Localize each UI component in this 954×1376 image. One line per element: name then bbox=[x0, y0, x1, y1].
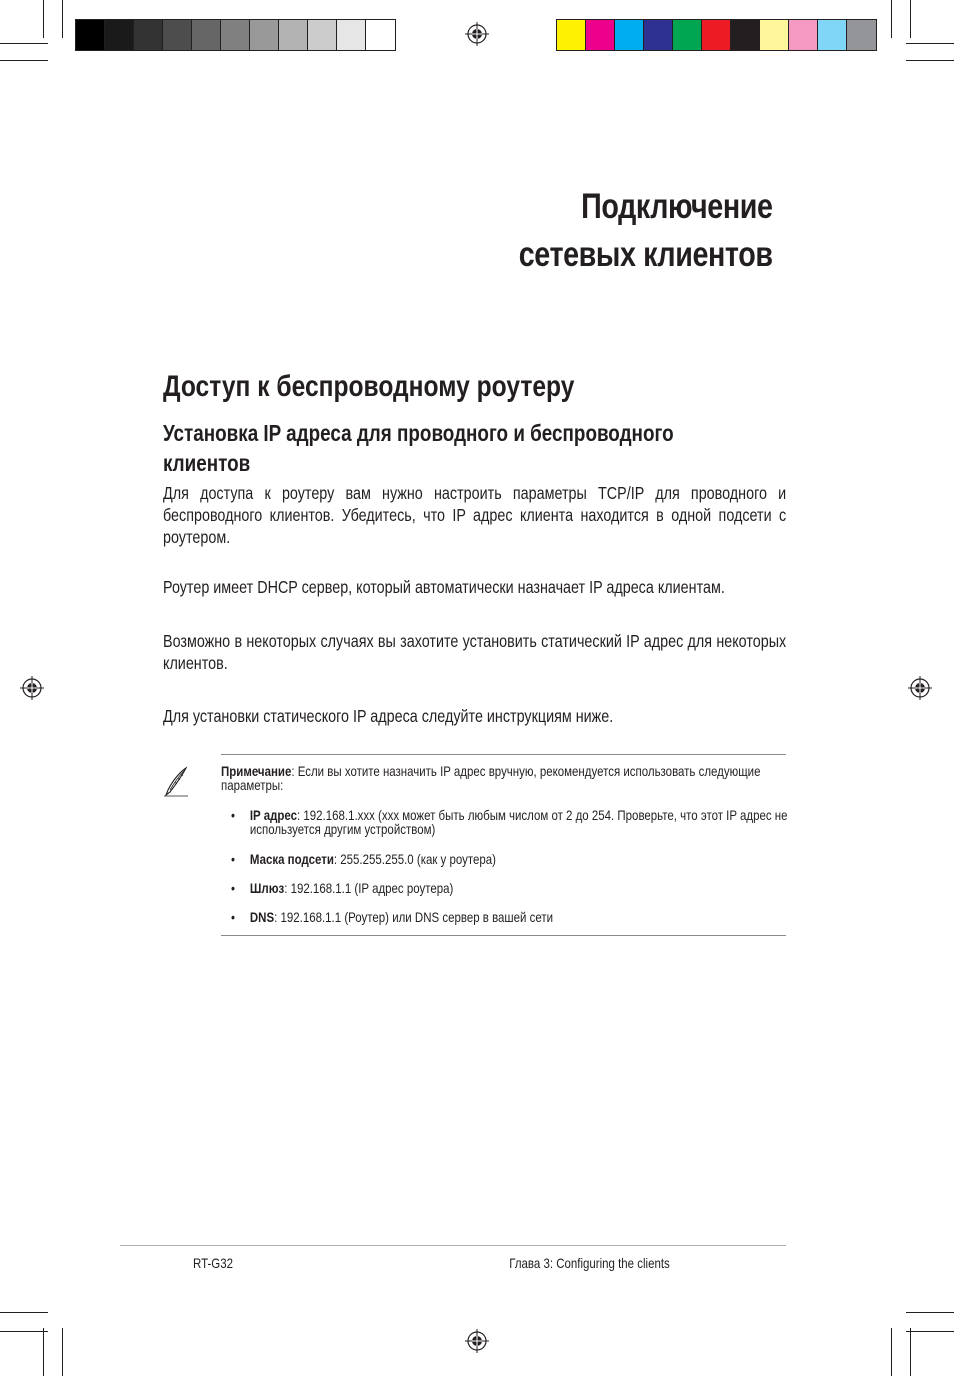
note-item-gateway bbox=[231, 881, 789, 895]
calibration-swatch bbox=[789, 20, 818, 50]
section-subheading: Установка IP адреса для проводного и беспроводного клиентов bbox=[163, 420, 674, 476]
note-item-dns bbox=[231, 910, 789, 924]
calibration-swatch bbox=[279, 20, 308, 50]
footer-chapter: Глава 3: Configuring the clients bbox=[509, 1255, 670, 1271]
calibration-swatch bbox=[366, 20, 395, 50]
registration-mark-left bbox=[20, 676, 44, 700]
bullet-icon: • bbox=[231, 851, 236, 867]
note-pen-icon bbox=[162, 766, 190, 798]
paragraph-1: Для доступа к роутеру вам нужно настроить параметры TCP/IP для проводного и беспроводного клиентов. Убедитесь, что IP адрес клиента находится в одной подсети с роутером. bbox=[163, 483, 787, 547]
calibration-swatch bbox=[644, 20, 673, 50]
chapter-title bbox=[519, 183, 773, 279]
bullet-icon: • bbox=[231, 880, 236, 896]
bullet-icon: • bbox=[231, 807, 236, 823]
calibration-swatch bbox=[250, 20, 279, 50]
note-item-desc: : 192.168.1.xxx (xxx может быть любым числом от 2 до 254. Проверьте, что этот IP адрес не используется другим устройством) bbox=[249, 807, 788, 837]
note-intro-text: : Если вы хотите назначить IP адрес вручную, рекомендуется использовать следующие параметры: bbox=[221, 763, 761, 793]
note-item-desc: : 255.255.255.0 (как у роутера) bbox=[333, 851, 496, 867]
calibration-swatch bbox=[308, 20, 337, 50]
calibration-swatch bbox=[702, 20, 731, 50]
section-heading: Доступ к беспроводному роутеру bbox=[163, 370, 575, 403]
footer-rule bbox=[120, 1245, 786, 1246]
color-calibration-bar bbox=[556, 19, 877, 51]
note-intro bbox=[221, 764, 762, 792]
calibration-swatch bbox=[192, 20, 221, 50]
note-bottom-rule bbox=[221, 935, 786, 936]
registration-mark-right bbox=[908, 676, 932, 700]
note-item-term: Маска подсети bbox=[249, 851, 334, 867]
calibration-swatch bbox=[337, 20, 366, 50]
chapter-title-line-1: Подключение bbox=[581, 187, 773, 226]
calibration-swatch bbox=[615, 20, 644, 50]
chapter-title-line-2: сетевых клиентов bbox=[519, 235, 773, 274]
paragraph-2: Роутер имеет DHCP сервер, который автоматически назначает IP адреса клиентам. bbox=[163, 577, 725, 597]
calibration-swatch bbox=[673, 20, 702, 50]
calibration-swatch bbox=[134, 20, 163, 50]
calibration-swatch bbox=[818, 20, 847, 50]
bullet-icon: • bbox=[231, 909, 236, 925]
calibration-swatch bbox=[557, 20, 586, 50]
note-item-term: DNS bbox=[249, 909, 275, 925]
note-item-ip bbox=[231, 808, 789, 836]
registration-mark-bottom bbox=[465, 1329, 489, 1353]
note-item-desc: : 192.168.1.1 (Роутер) или DNS сервер в вашей сети bbox=[274, 909, 554, 925]
registration-mark-top bbox=[465, 22, 489, 46]
calibration-swatch bbox=[105, 20, 134, 50]
calibration-swatch bbox=[76, 20, 105, 50]
calibration-swatch bbox=[586, 20, 615, 50]
grayscale-calibration-bar bbox=[75, 19, 396, 51]
note-item-term: IP адрес bbox=[249, 807, 297, 823]
calibration-swatch bbox=[731, 20, 760, 50]
calibration-swatch bbox=[760, 20, 789, 50]
calibration-swatch bbox=[847, 20, 876, 50]
note-item-desc: : 192.168.1.1 (IP адрес роутера) bbox=[284, 880, 454, 896]
paragraph-3: Возможно в некоторых случаях вы захотите установить статический IP адрес для некоторых клиентов. bbox=[163, 631, 787, 673]
note-item-subnet-mask bbox=[231, 852, 789, 866]
paragraph-4: Для установки статического IP адреса следуйте инструкциям ниже. bbox=[163, 706, 614, 726]
note-top-rule bbox=[221, 754, 786, 755]
calibration-swatch bbox=[221, 20, 250, 50]
calibration-swatch bbox=[163, 20, 192, 50]
note-label: Примечание bbox=[221, 763, 292, 779]
note-item-term: Шлюз bbox=[249, 880, 285, 896]
footer-model: RT-G32 bbox=[193, 1255, 233, 1271]
